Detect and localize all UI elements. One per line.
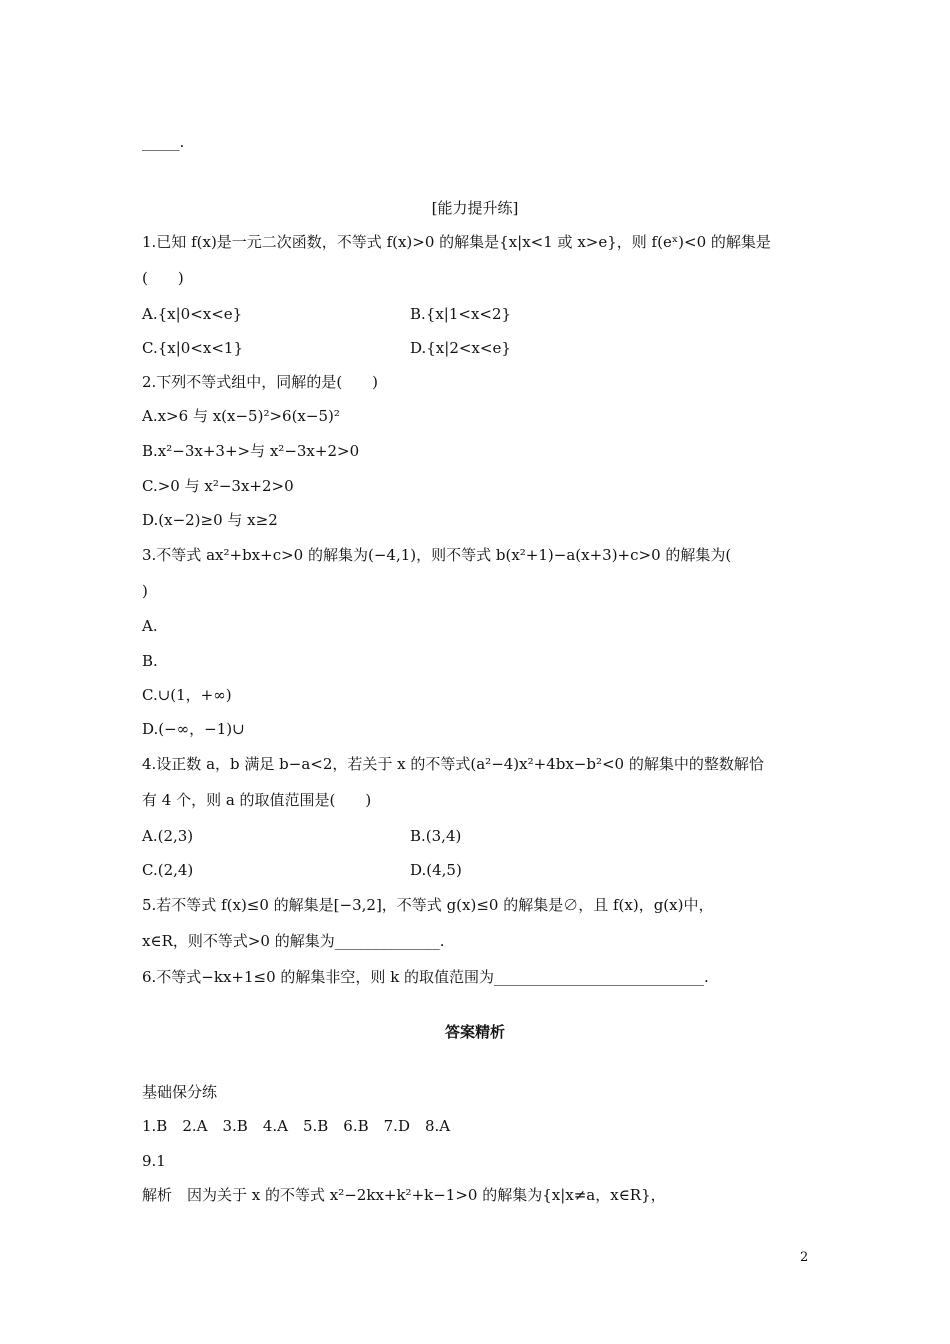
q1-paren: ( ) [142, 269, 184, 287]
q1-option-c: C.{x|0<x<1} [142, 339, 243, 357]
q5-stem: 5.若不等式 f(x)≤0 的解集是[−3,2]，不等式 g(x)≤0 的解集是∅，且 f(x)，g(x)中， [142, 896, 714, 914]
q4-option-a: A.(2,3) [142, 827, 194, 845]
q3-option-d: D.(−∞，−1)∪ [142, 720, 245, 738]
q2-option-a: A.x>6 与 x(x−5)²>6(x−5)² [142, 407, 340, 425]
q3-option-a: A. [142, 617, 158, 635]
q4-stem-cont: 有 4 个，则 a 的取值范围是( ) [142, 791, 372, 809]
q3-option-c: C.∪(1，+∞) [142, 686, 232, 704]
answers-list: 1.B 2.A 3.B 4.A 5.B 6.B 7.D 8.A [142, 1117, 451, 1135]
q1-option-d: D.{x|2<x<e} [410, 339, 511, 357]
q3-stem: 3.不等式 ax²+bx+c>0 的解集为(−4,1)，则不等式 b(x²+1)−a(x+3)+c>0 的解集为( [142, 546, 732, 564]
q2-option-b: B.x²−3x+3+>与 x²−3x+2>0 [142, 442, 360, 460]
q3-paren: ) [142, 582, 148, 600]
q4-option-c: C.(2,4) [142, 861, 194, 879]
top-blank: _____. [142, 133, 185, 151]
q6-stem: 6.不等式−kx+1≤0 的解集非空，则 k 的取值范围为____________________________. [142, 968, 709, 986]
q5-stem-cont: x∈R，则不等式>0 的解集为______________. [142, 932, 445, 950]
page-number: 2 [800, 1250, 809, 1265]
q2-stem: 2.下列不等式组中，同解的是( ) [142, 373, 379, 391]
q4-option-d: D.(4,5) [410, 861, 462, 879]
q3-option-b: B. [142, 652, 158, 670]
q4-stem: 4.设正数 a，b 满足 b−a<2，若关于 x 的不等式(a²−4)x²+4bx−b²<0 的解集中的整数解恰 [142, 755, 764, 773]
q1-stem: 1.已知 f(x)是一元二次函数，不等式 f(x)>0 的解集是{x|x<1 或 x>e}，则 f(eˣ)<0 的解集是 [142, 233, 771, 251]
q4-option-b: B.(3,4) [410, 827, 462, 845]
q2-option-c: C.>0 与 x²−3x+2>0 [142, 477, 294, 495]
section-title: [能力提升练] [431, 199, 519, 217]
q1-option-b: B.{x|1<x<2} [410, 305, 512, 323]
answer-analysis: 解析 因为关于 x 的不等式 x²−2kx+k²+k−1>0 的解集为{x|x≠a，x∈R}， [142, 1186, 666, 1204]
answers-subtitle: 基础保分练 [142, 1083, 218, 1101]
answers-title: 答案精析 [444, 1023, 505, 1041]
q2-option-d: D.(x−2)≥0 与 x≥2 [142, 511, 278, 529]
answer-nine: 9.1 [142, 1152, 166, 1170]
q1-option-a: A.{x|0<x<e} [142, 305, 243, 323]
